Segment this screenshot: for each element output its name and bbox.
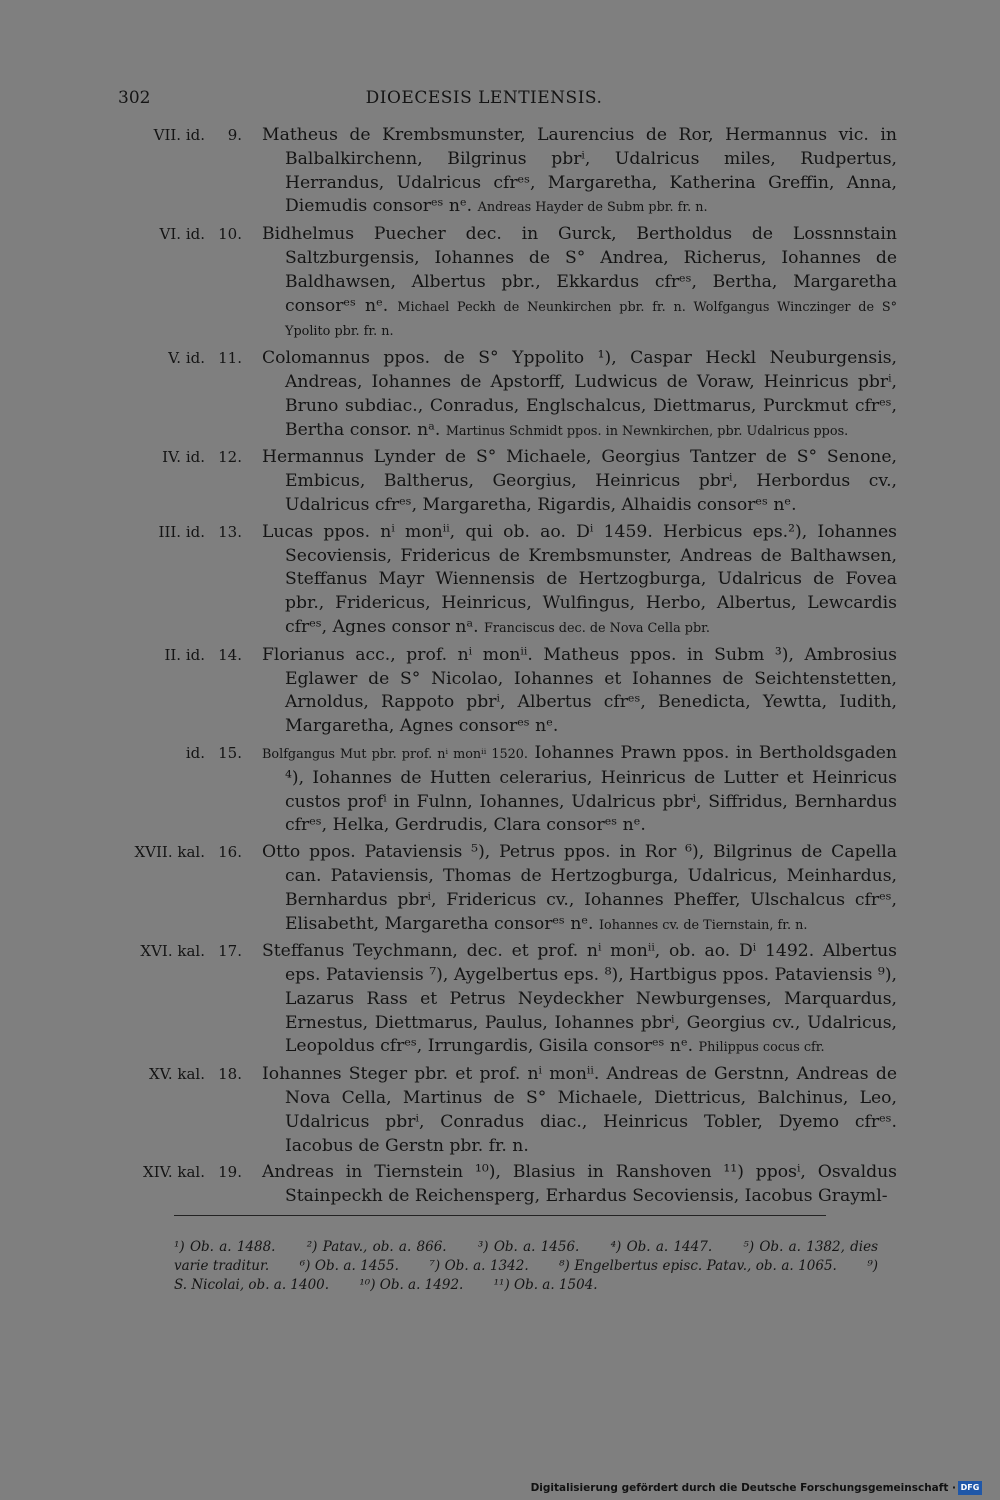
- footnote: ³) Ob. a. 1456.: [477, 1239, 580, 1255]
- entry-day: 11.: [218, 349, 242, 368]
- entry-day: 13.: [218, 522, 242, 541]
- entry-day: 9.: [227, 126, 242, 144]
- entry-day: 18.: [218, 1065, 242, 1084]
- entry-date: VI. id.: [159, 225, 205, 244]
- digitization-credit: Digitalisierung gefördert durch die Deutsche Forschungsgemeinschaft ·: [530, 1482, 956, 1494]
- entry-day: 16.: [218, 843, 242, 862]
- entry-text: [262, 940, 897, 1060]
- entry-text: [262, 521, 897, 641]
- footnotes: [174, 1238, 878, 1295]
- calendar-entry: [0, 1063, 1000, 1158]
- entry-body: Bidhelmus Puecher dec. in Gurck, Bertholdus de Lossnnstain Saltzburgensis, Iohannes de S° Andrea, Richerus, Iohannes de Baldhawsen, Albertus pbr., Ekkardus cfrᵉˢ, Bertha, Margaretha consorᵉˢ nᵉ.: [262, 224, 897, 316]
- footnote: ⁶) Ob. a. 1455.: [299, 1258, 399, 1274]
- entry-body: Florianus acc., prof. nⁱ monⁱⁱ. Matheus ppos. in Subm ³), Ambrosius Eglawer de S° Nicolao, Iohannes et Iohannes de Seichtenstetten, Arnoldus, Rappoto pbrⁱ, Albertus cfrᵉˢ, Benedicta, Yewtta, Iudith, Margaretha, Agnes consorᵉˢ nᵉ.: [262, 644, 897, 737]
- entry-date: IV. id.: [162, 448, 205, 467]
- entry-note: Andreas Hayder de Subm pbr. fr. n.: [477, 200, 708, 216]
- entry-text: [262, 446, 897, 517]
- entry-date: id.: [185, 743, 205, 762]
- calendar-entry: [0, 223, 1000, 344]
- footnote: ⁴) Ob. a. 1447.: [610, 1239, 713, 1255]
- entry-note: Franciscus dec. de Nova Cella pbr.: [484, 620, 710, 636]
- dfg-logo-icon: DFG: [958, 1481, 982, 1495]
- entry-body: Colomannus ppos. de S° Yppolito ¹), Caspar Heckl Neuburgensis, Andreas, Iohannes de Apstorff, Ludwicus de Voraw, Heinricus pbrⁱ, Bruno subdiac., Conradus, Englschalcus, Diettmarus, Purckmut cfrᵉˢ, Bertha consor. nᵃ.: [262, 348, 897, 440]
- entry-date: VII. id.: [153, 126, 205, 144]
- calendar-entry: [0, 841, 1000, 937]
- entry-day: 15.: [218, 743, 242, 762]
- entry-body: Steffanus Teychmann, dec. et prof. nⁱ monⁱⁱ, ob. ao. Dⁱ 1492. Albertus eps. Pataviensis ⁷), Aygelbertus eps. ⁸), Hartbigus ppos. Pataviensis ⁹), Lazarus Rass et Petrus Neydeckher Newburgenses, Marquardus, Ernestus, Diettmarus, Paulus, Iohannes pbrⁱ, Georgius cv., Udalricus, Leopoldus cfrᵉˢ, Irrungardis, Gisila consorᵉˢ nᵉ.: [262, 941, 897, 1057]
- entry-day: 19.: [218, 1163, 242, 1182]
- footnote: ²) Patav., ob. a. 866.: [306, 1239, 447, 1255]
- entry-date: V. id.: [168, 349, 205, 368]
- footnote: ⁹) S. Nicolai, ob. a. 1400.: [174, 1258, 879, 1293]
- footnote-separator: [174, 1215, 826, 1216]
- entry-date: XV. kal.: [148, 1065, 205, 1084]
- footnote: ⁷) Ob. a. 1342.: [429, 1258, 529, 1274]
- entry-text: [262, 644, 897, 739]
- page-number: 302: [118, 88, 151, 108]
- entry-note: Iohannes cv. de Tiernstain, fr. n.: [598, 917, 808, 933]
- calendar-entry: [0, 742, 1000, 838]
- entry-note: Michael Peckh de Neunkirchen pbr. fr. n. Wolfgangus Winczinger de S° Ypolito pbr. fr. n.: [285, 299, 897, 340]
- entry-note: Philippus cocus cfr.: [698, 1040, 825, 1056]
- entry-date: XIV. kal.: [143, 1163, 205, 1182]
- entry-lead-note: Bolfgangus Mut pbr. prof. nⁱ monⁱⁱ 1520.: [262, 746, 528, 762]
- page-header: [118, 88, 850, 112]
- entry-body: Lucas ppos. nⁱ monⁱⁱ, qui ob. ao. Dⁱ 1459. Herbicus eps.²), Iohannes Secoviensis, Fridericus de Krembsmunster, Andreas de Balthawsen, Steffanus Mayr Wiennensis de Hertzogburga, Udalricus de Fovea pbr., Fridericus, Heinricus, Wulfingus, Herbo, Albertus, Lewcardis cfrᵉˢ, Agnes consor nᵃ.: [262, 521, 897, 637]
- entry-day: 12.: [218, 448, 242, 467]
- entry-note: Martinus Schmidt ppos. in Newnkirchen, pbr. Udalricus ppos.: [445, 423, 849, 439]
- entry-day: 14.: [218, 645, 242, 664]
- entry-body: Matheus de Krembsmunster, Laurencius de Ror, Hermannus vic. in Balbalkirchenn, Bilgrinus pbrⁱ, Udalricus miles, Rudpertus, Herrandus, Udalricus cfrᵉˢ, Margaretha, Katherina Greffin, Anna, Diemudis consorᵉˢ nᵉ.: [262, 125, 897, 217]
- calendar-entry: [0, 940, 1000, 1060]
- footnote: ¹) Ob. a. 1488.: [174, 1239, 276, 1255]
- calendar-entry: [0, 521, 1000, 641]
- entry-body: Hermannus Lynder de S° Michaele, Georgius Tantzer de S° Senone, Embicus, Baltherus, Georgius, Heinricus pbrⁱ, Herbordus cv., Udalricus cfrᵉˢ, Margaretha, Rigardis, Alhaidis consorᵉˢ nᵉ.: [262, 447, 897, 515]
- footnote: ¹⁰) Ob. a. 1492.: [359, 1277, 464, 1293]
- entry-text: [262, 742, 897, 838]
- entry-date: II. id.: [164, 645, 205, 664]
- calendar-entry: [0, 124, 1000, 220]
- entry-body: Iohannes Steger pbr. et prof. nⁱ monⁱⁱ. Andreas de Gerstnn, Andreas de Nova Cella, Martinus de S° Michaele, Diettricus, Balchinus, Leo, Udalricus pbrⁱ, Conradus diac., Heinricus Tobler, Dyemo cfrᵉˢ. Iacobus de Gerstn pbr. fr. n.: [262, 1064, 897, 1156]
- calendar-entry: [0, 446, 1000, 517]
- entry-date: XVII. kal.: [134, 843, 205, 862]
- calendar-entry: [0, 644, 1000, 739]
- entry-day: 17.: [218, 942, 242, 961]
- entry-day: 10.: [218, 225, 242, 244]
- entry-body: Iohannes Prawn ppos. in Bertholdsgaden ⁴), Iohannes de Hutten celerarius, Heinricus de Lutter et Heinricus custos profⁱ in Fulnn, Iohannes, Udalricus pbrⁱ, Siffridus, Bernhardus cfrᵉˢ, Helka, Gerdrudis, Clara consorᵉˢ nᵉ.: [285, 742, 897, 836]
- footnote: ¹¹) Ob. a. 1504.: [493, 1277, 598, 1293]
- calendar-entry: [0, 1161, 1000, 1209]
- entry-body: Andreas in Tiernstein ¹⁰), Blasius in Ranshoven ¹¹) pposⁱ, Osvaldus Stainpeckh de Reichensperg, Erhardus Secoviensis, Iacobus Grayml-: [262, 1162, 897, 1207]
- entry-text: [262, 347, 897, 443]
- calendar-entries: [0, 124, 1000, 1212]
- entry-date: III. id.: [158, 522, 205, 541]
- footnote: ⁸) Engelbertus episc. Patav., ob. a. 1065.: [559, 1258, 837, 1274]
- entry-text: [262, 1161, 897, 1209]
- running-title: DIOECESIS LENTIENSIS.: [365, 88, 603, 108]
- footnote: ⁵) Ob. a. 1382, dies varie traditur.: [174, 1239, 879, 1274]
- entry-body: Otto ppos. Pataviensis ⁵), Petrus ppos. in Ror ⁶), Bilgrinus de Capella can. Pataviensis, Thomas de Hertzogburga, Udalricus, Meinhardus, Bernhardus pbrⁱ, Fridericus cv., Iohannes Pheffer, Ulschalcus cfrᵉˢ, Elisabetht, Margaretha consorᵉˢ nᵉ.: [262, 842, 897, 934]
- entry-text: [262, 1063, 897, 1158]
- entry-text: [262, 124, 897, 220]
- entry-date: XVI. kal.: [140, 942, 205, 961]
- entry-text: [262, 841, 897, 937]
- calendar-entry: [0, 347, 1000, 443]
- entry-text: [262, 223, 897, 344]
